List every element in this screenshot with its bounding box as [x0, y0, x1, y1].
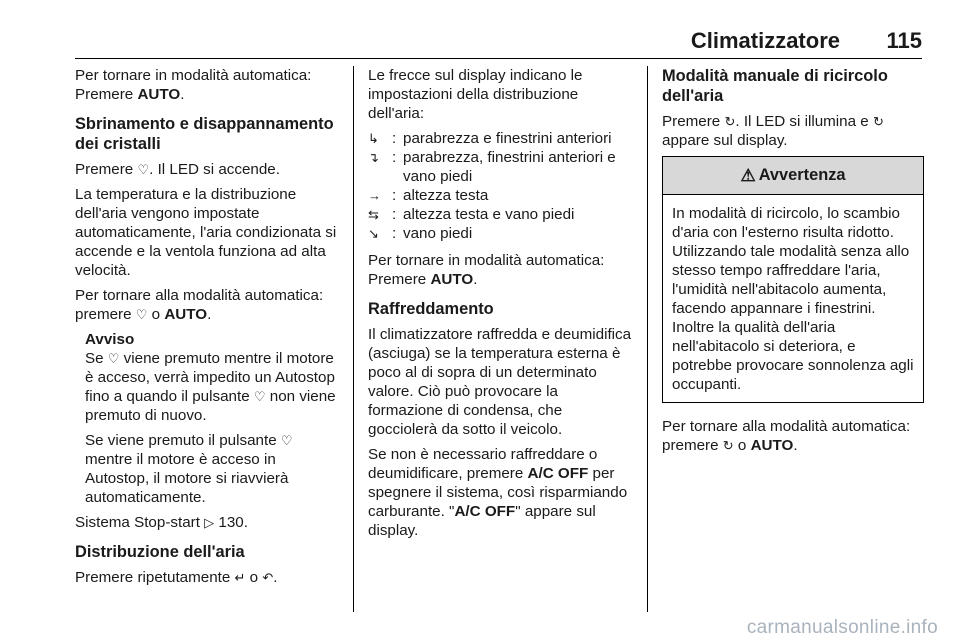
defrost-icon: ♡ — [280, 433, 293, 448]
paragraph: Per tornare in modalità automatica: Premere AUTO. — [368, 252, 605, 288]
paragraph: Premere ripetutamente ↵ o ↶. — [75, 569, 278, 586]
warning-text: In modalità di ricircolo, lo scambio d'aria con l'esterno risulta ridotto. Utilizzando tale modalità senza allo stesso tempo raffreddare l'aria, l'umidità nell'abitacolo aumenta, facendo appannare i finestrini. Inoltre la qualità dell'aria nell'abitacolo si deteriora, e potrebbe provocare sonnolenza agli occupanti. — [672, 205, 914, 393]
air-distribution-icon: ↵ — [234, 570, 246, 585]
defrost-icon: ♡ — [107, 351, 120, 366]
paragraph: La temperatura e la distribuzione dell'aria vengono impostate automaticamente, l'aria condizionata si accende e la ventola funziona ad alta velocità. — [75, 186, 337, 279]
warning-header — [663, 157, 923, 195]
windscreen-footwell-icon: ↴ — [368, 150, 379, 165]
watermark: carmanualsonline.info — [746, 617, 938, 638]
paragraph: Premere ♡. Il LED si accende. — [75, 161, 280, 178]
note-paragraph: Se ♡ viene premuto mentre il motore è acceso, verrà impedito un Autostop fino a quando il pulsante ♡ non viene premuto di nuovo. — [85, 350, 336, 424]
air-distribution-icon: ↶ — [262, 570, 274, 585]
paragraph: Per tornare in modalità automatica: Premere AUTO. — [75, 67, 312, 103]
section-heading-cooling: Raffreddamento — [368, 300, 494, 318]
paragraph: Se non è necessario raffreddare o deumidificare, premere A/C OFF per spegnere il sistema, così risparmiando carburante. "A/C OFF" appare sul display. — [368, 446, 628, 539]
warning-box — [662, 156, 924, 403]
note-paragraph: Se viene premuto il pulsante ♡ mentre il motore è acceso in Autostop, il motore si riavvierà automaticamente. — [85, 432, 293, 506]
paragraph: Le frecce sul display indicano le impostazioni della distribuzione dell'aria: — [368, 67, 583, 122]
column-2 — [368, 66, 634, 546]
warning-title: Avvertenza — [758, 166, 846, 184]
legend-item: ↳ : parabrezza e finestrini anteriori — [368, 130, 612, 147]
legend-item: ↘ : vano piedi — [368, 225, 473, 242]
distribution-legend — [368, 129, 634, 243]
page-number: 115 — [886, 28, 922, 53]
head-level-icon: → — [368, 188, 381, 203]
recirculation-icon: ↻ — [872, 114, 884, 129]
column-divider — [647, 66, 648, 612]
warning-triangle-icon: ⚠ — [740, 166, 756, 185]
legend-item: ↴ : parabrezza, finestrini anteriori e vano piedi — [368, 149, 616, 185]
recirculation-icon: ↻ — [722, 438, 734, 453]
section-heading-distribution: Distribuzione dell'aria — [75, 543, 245, 561]
paragraph: Per tornare alla modalità automatica: premere ↻ o AUTO. — [662, 418, 911, 454]
windscreen-icon: ↳ — [368, 131, 379, 146]
legend-item: → : altezza testa — [368, 187, 489, 204]
head-footwell-icon: ⇆ — [368, 207, 379, 222]
column-1 — [75, 66, 343, 593]
footwell-icon: ↘ — [368, 226, 379, 241]
header-rule — [75, 58, 922, 59]
defrost-icon: ♡ — [253, 389, 266, 404]
paragraph: Il climatizzatore raffredda e deumidifica (asciuga) se la temperatura esterna è poco al di sopra di un determinato valore. Ciò può provocare la formazione di condensa, che gocciolerà da sotto il veicolo. — [368, 326, 632, 438]
page-reference[interactable]: 130 — [218, 514, 244, 531]
column-3 — [662, 66, 924, 461]
paragraph: Sistema Stop-start ▷ 130. — [75, 514, 248, 531]
legend-item: ⇆ : altezza testa e vano piedi — [368, 206, 575, 223]
paragraph: Premere ↻. Il LED si illumina e ↻ appare sul display. — [662, 113, 884, 149]
section-heading-recirculation: Modalità manuale di ricircolo dell'aria — [662, 67, 888, 105]
section-heading-defrost: Sbrinamento e disappannamento dei cristalli — [75, 115, 334, 153]
reference-arrow-icon: ▷ — [204, 515, 215, 530]
paragraph: Per tornare alla modalità automatica: premere ♡ o AUTO. — [75, 287, 324, 323]
chapter-title: Climatizzatore — [690, 28, 840, 53]
note-block — [75, 330, 343, 507]
note-title: Avviso — [85, 331, 135, 348]
defrost-icon: ♡ — [137, 162, 150, 177]
defrost-icon: ♡ — [135, 307, 148, 322]
page-header — [0, 0, 960, 60]
recirculation-icon: ↻ — [724, 114, 736, 129]
column-divider — [353, 66, 354, 612]
